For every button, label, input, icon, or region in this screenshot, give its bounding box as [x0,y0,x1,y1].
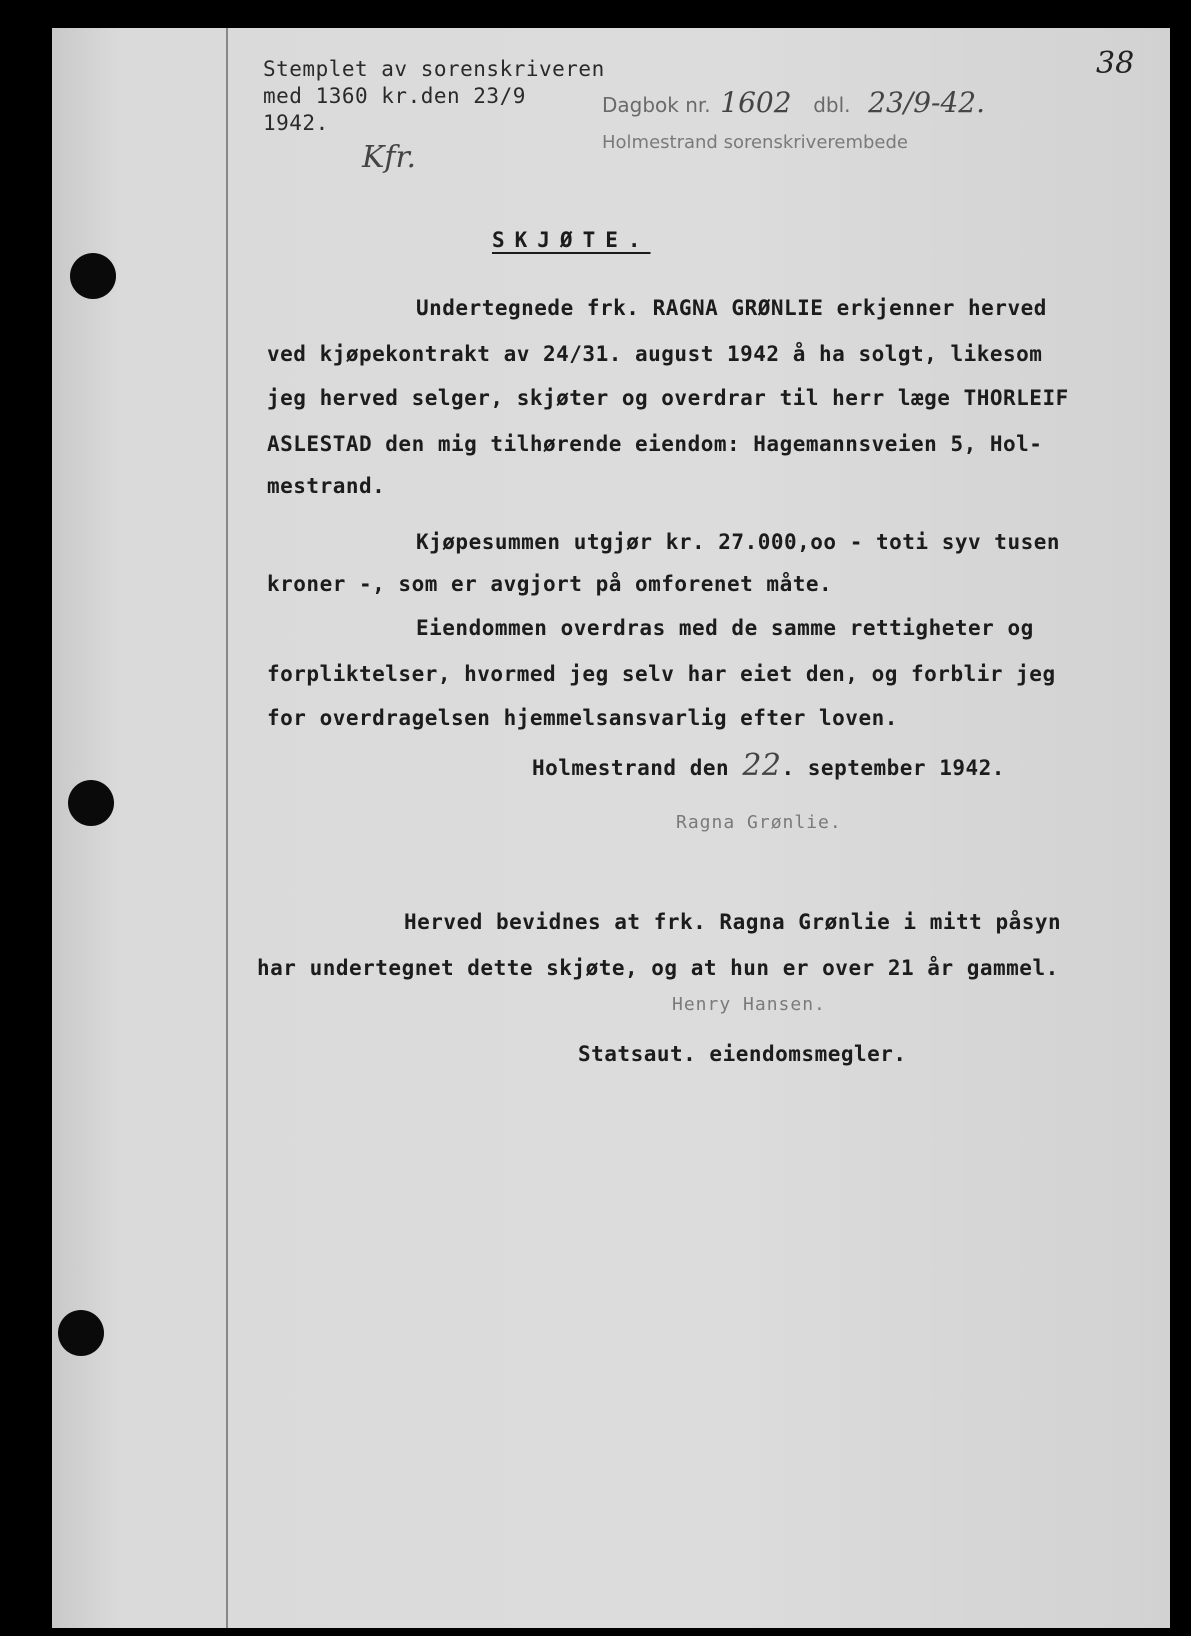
stamp-line-3: 1942. [263,111,329,135]
journal-number: 1602 [720,86,792,119]
punch-hole-bottom [58,1310,104,1356]
punch-hole-middle [68,780,114,826]
journal-office: Holmestrand sorenskriverembede [602,132,908,153]
journal-dbl-label: dbl. [813,93,851,117]
document-title: SKJØTE. [492,228,651,252]
p3-line-2: forpliktelser, hvormed jeg selv har eiet den, og forblir jeg [267,662,1056,686]
stamp-note [263,56,605,137]
place-date-day: 22 [742,748,782,783]
margin-line [226,28,228,1628]
p1-line-1: Undertegnede frk. RAGNA GRØNLIE erkjenner herved [416,296,1047,320]
signature-seller: Ragna Grønlie. [676,812,842,833]
journal-label: Dagbok nr. [602,93,711,117]
punch-hole-top [70,253,116,299]
place-date-prefix: Holmestrand den [532,756,730,780]
witness-line-2: har undertegnet dette skjøte, og at hun er over 21 år gammel. [257,956,1059,980]
p2-line-1: Kjøpesummen utgjør kr. 27.000,oo - toti syv tusen [416,530,1061,554]
journal-stamp [602,86,985,119]
journal-date: 23/9-42. [868,86,986,119]
page-number: 38 [1096,46,1135,81]
place-date-suffix: . september 1942. [781,756,1005,780]
place-date [532,748,1005,783]
handwritten-initials: Kfr. [362,140,417,175]
p1-line-4: ASLESTAD den mig tilhørende eiendom: Hagemannsveien 5, Hol- [267,432,1043,456]
p3-line-3: for overdragelsen hjemmelsansvarlig efter loven. [267,706,898,730]
p1-line-3: jeg herved selger, skjøter og overdrar til herr læge THORLEIF [267,386,1069,410]
signature-witness-title: Statsaut. eiendomsmegler. [578,1042,907,1066]
signature-witness: Henry Hansen. [672,994,826,1015]
stamp-line-2: med 1360 kr.den 23/9 [263,84,526,108]
p3-line-1: Eiendommen overdras med de samme rettigheter og [416,616,1034,640]
p1-line-2: ved kjøpekontrakt av 24/31. august 1942 å ha solgt, likesom [267,342,1043,366]
document-page [52,28,1170,1628]
p1-line-5: mestrand. [267,474,386,498]
p2-line-2: kroner -, som er avgjort på omforenet måte. [267,572,833,596]
witness-line-1: Herved bevidnes at frk. Ragna Grønlie i mitt påsyn [404,910,1062,934]
stamp-line-1: Stemplet av sorenskriveren [263,57,605,81]
